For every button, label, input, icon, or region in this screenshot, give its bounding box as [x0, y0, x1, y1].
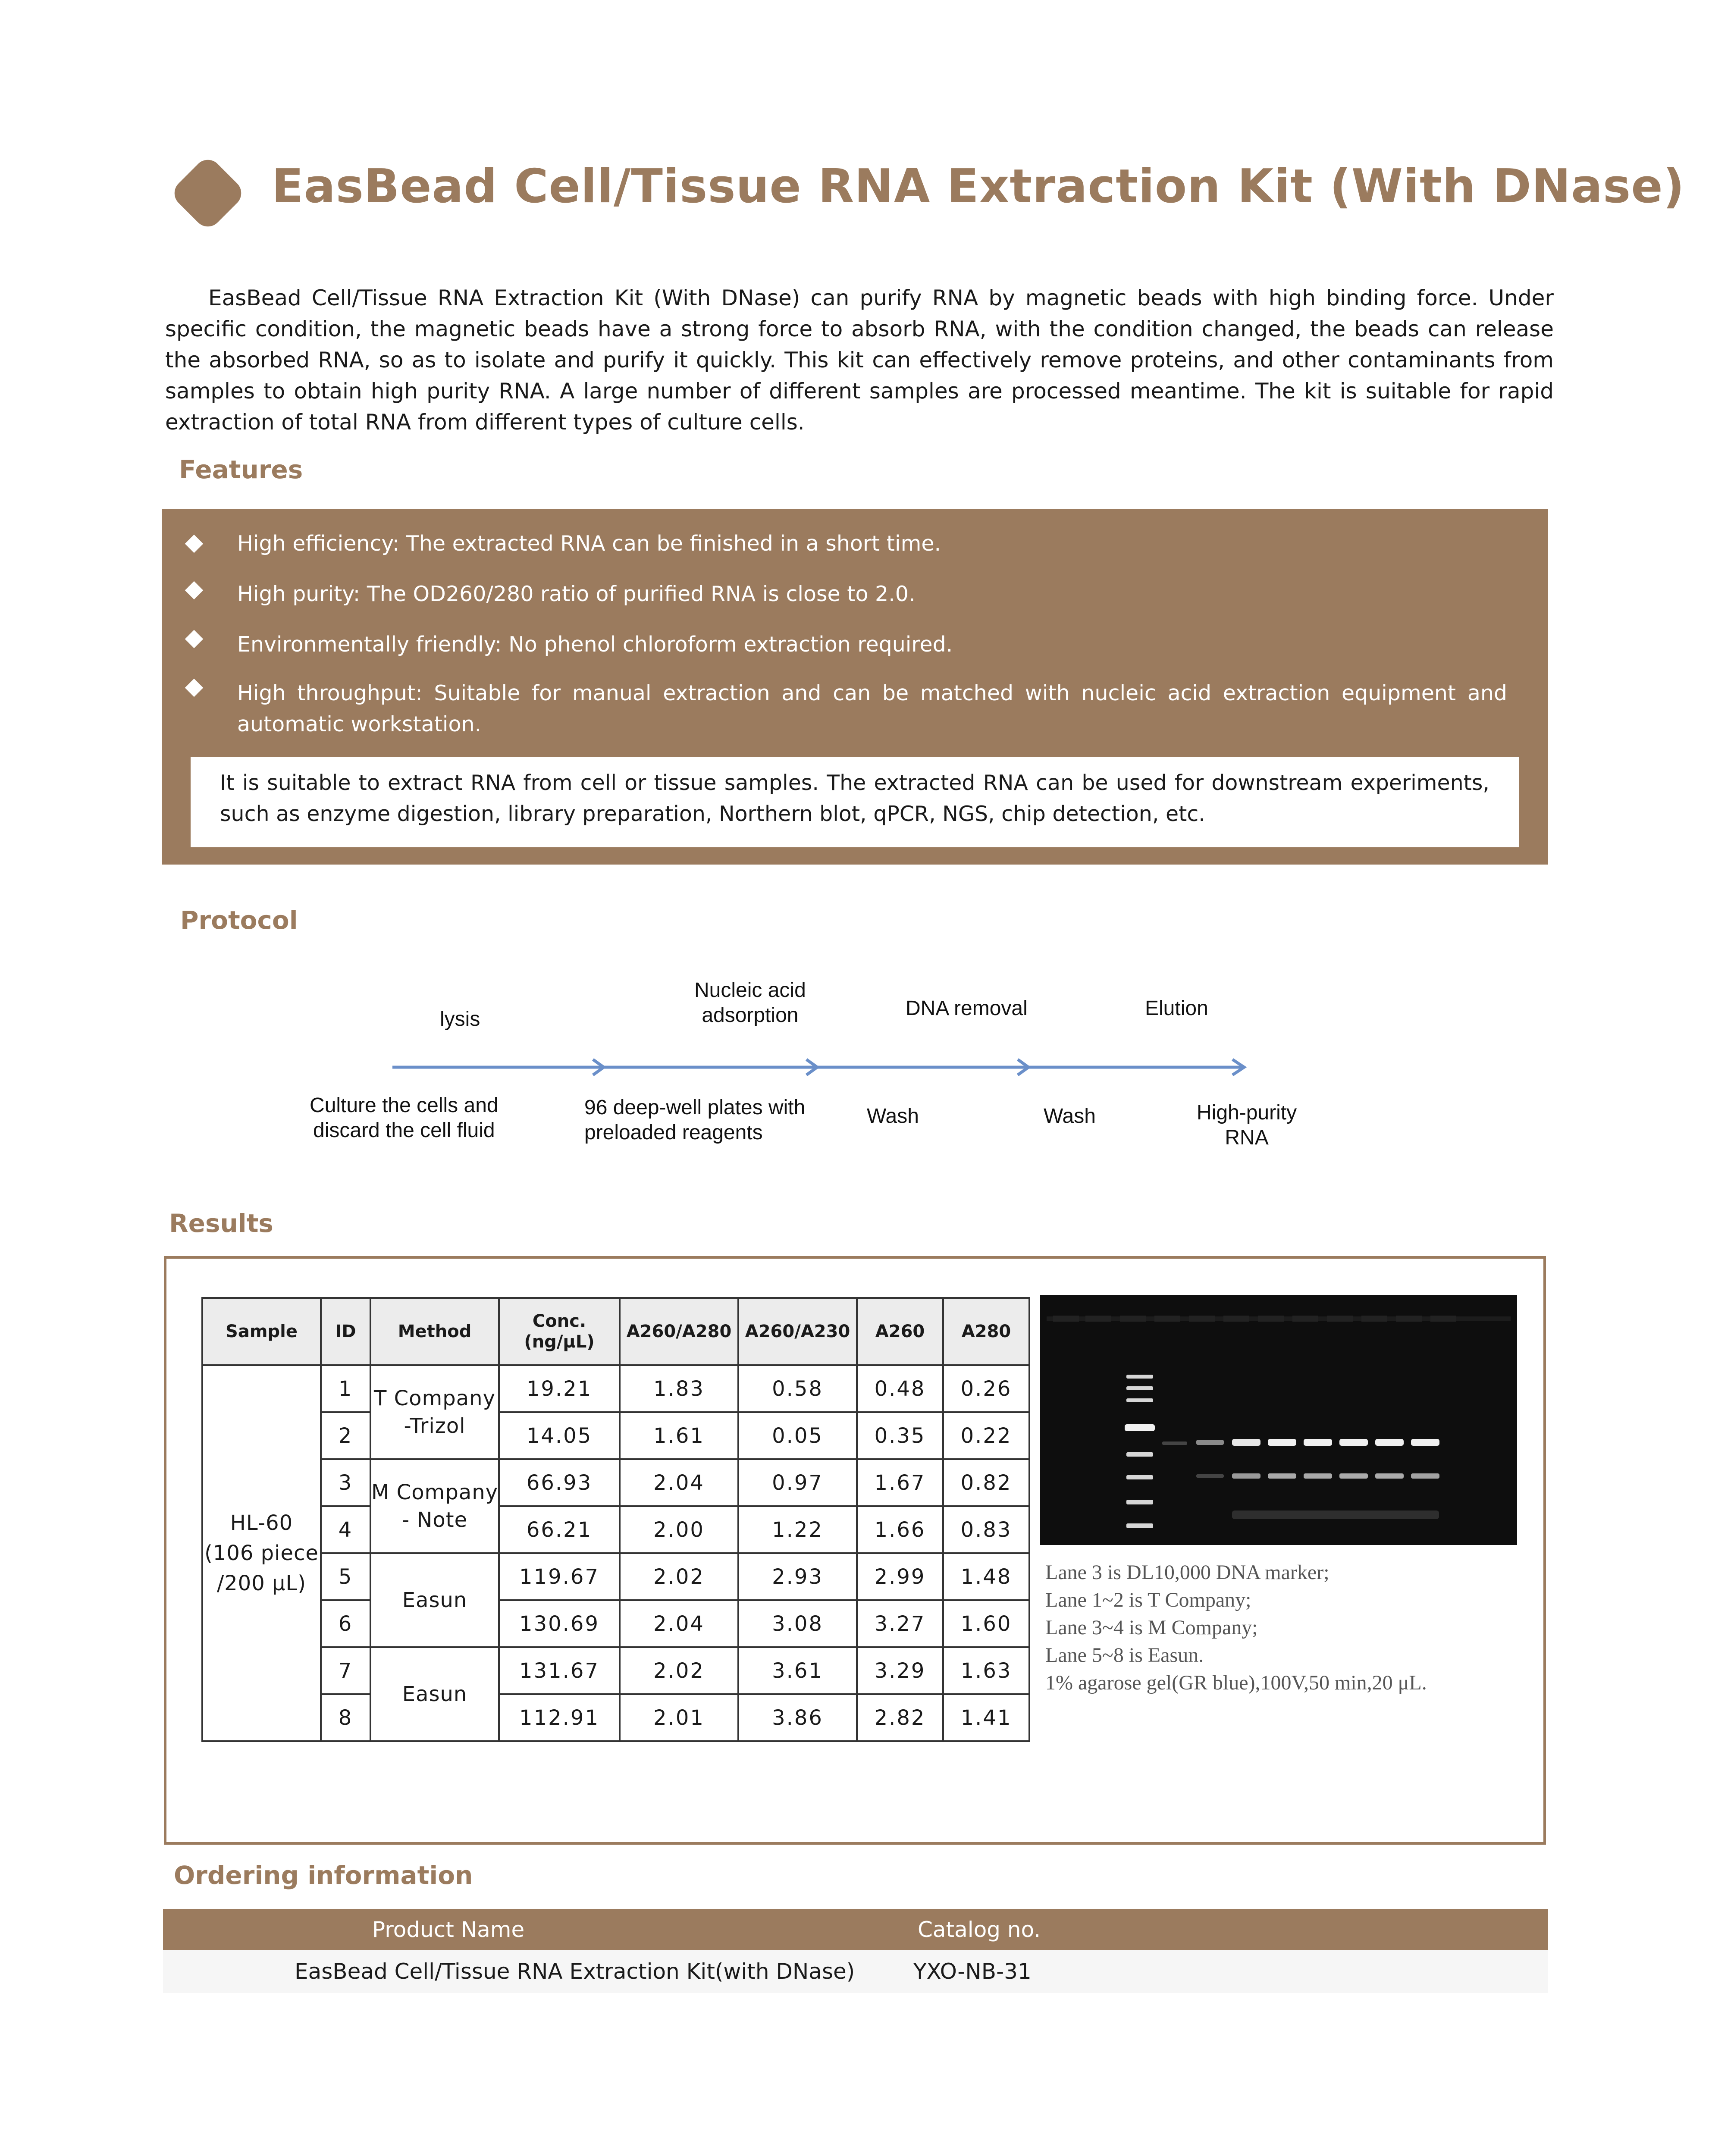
method-cell: M Company - Note [370, 1459, 499, 1553]
table-row [202, 1459, 1029, 1506]
id-cell: 1 [321, 1365, 370, 1412]
feature-text: Environmentally friendly: No phenol chloroform extraction required. [237, 632, 953, 657]
a260-cell: 0.35 [857, 1412, 943, 1459]
id-cell: 7 [321, 1647, 370, 1694]
a260-a280-cell: 1.61 [620, 1412, 738, 1459]
a260-a280-cell: 2.01 [620, 1694, 738, 1741]
conc-cell: 130.69 [499, 1600, 620, 1647]
protocol-step-top: lysis [440, 1008, 480, 1031]
a280-cell: 0.22 [943, 1412, 1029, 1459]
a260-a280-cell: 2.04 [620, 1459, 738, 1506]
conc-cell: 119.67 [499, 1553, 620, 1600]
a260-a280-cell: 2.04 [620, 1600, 738, 1647]
protocol-step-bottom: Culture the cells and discard the cell fluid [310, 1094, 499, 1142]
col-header-catalog-no: Catalog no. [918, 1917, 1041, 1942]
table-header-row [202, 1298, 1029, 1365]
gel-bands [1040, 1295, 1517, 1545]
col-header-product-name: Product Name [372, 1917, 525, 1942]
protocol-step-bottom: Wash [867, 1105, 919, 1128]
col-header-a260: A260 [857, 1298, 943, 1365]
a260-a230-cell: 3.86 [738, 1694, 857, 1741]
protocol-step-top: Nucleic acid adsorption [694, 979, 806, 1027]
intro-paragraph: EasBead Cell/Tissue RNA Extraction Kit (With DNase) can purify RNA by magnetic beads with high binding force. Under specific condition, the magnetic beads have a strong force to absorb RNA, with the condition changed, the beads can release the absorbed RNA, so as to isolate and purify it quickly. This kit can effectively remove proteins, and other contaminants from samples to obtain high purity RNA. A large number of different samples are processed meantime. The kit is suitable for rapid extraction of total RNA from different types of culture cells. [165, 285, 1554, 435]
a280-cell: 0.82 [943, 1459, 1029, 1506]
col-header-a280: A280 [943, 1298, 1029, 1365]
caption-line: Lane 1~2 is T Company; [1045, 1589, 1251, 1611]
table-row [202, 1600, 1029, 1647]
a260-a230-cell: 2.93 [738, 1553, 857, 1600]
protocol-step-bottom: High-purity RNA [1197, 1101, 1297, 1149]
conc-cell: 19.21 [499, 1365, 620, 1412]
protocol-step-bottom: 96 deep-well plates with preloaded reagents [584, 1096, 806, 1144]
id-cell: 3 [321, 1459, 370, 1506]
conc-cell: 66.93 [499, 1459, 620, 1506]
method-cell: Easun [370, 1553, 499, 1647]
col-header-sample: Sample [202, 1298, 321, 1365]
a260-cell: 1.66 [857, 1506, 943, 1553]
id-cell: 2 [321, 1412, 370, 1459]
conc-cell: 131.67 [499, 1647, 620, 1694]
gel-electrophoresis-image [1040, 1295, 1517, 1545]
a260-cell: 1.67 [857, 1459, 943, 1506]
a260-cell: 0.48 [857, 1365, 943, 1412]
a260-a230-cell: 0.05 [738, 1412, 857, 1459]
a260-a230-cell: 0.58 [738, 1365, 857, 1412]
id-cell: 4 [321, 1506, 370, 1553]
table-row [202, 1553, 1029, 1600]
col-header-id: ID [321, 1298, 370, 1365]
feature-text: High purity: The OD260/280 ratio of purified RNA is close to 2.0. [237, 582, 916, 606]
ordering-heading: Ordering information [174, 1861, 473, 1890]
caption-line: Lane 3 is DL10,000 DNA marker; [1045, 1561, 1329, 1584]
a280-cell: 0.26 [943, 1365, 1029, 1412]
protocol-step-bottom: Wash [1044, 1105, 1096, 1128]
caption-line: Lane 5~8 is Easun. [1045, 1644, 1204, 1667]
features-note: It is suitable to extract RNA from cell or tissue samples. The extracted RNA can be used for downstream experiments, such as enzyme digestion, library preparation, Northern blot, qPCR, NGS, chip detection, etc. [191, 757, 1519, 847]
ordering-row [163, 1950, 1548, 1993]
id-cell: 6 [321, 1600, 370, 1647]
a260-a280-cell: 2.02 [620, 1647, 738, 1694]
caption-line: 1% agarose gel(GR blue),100V,50 min,20 μL. [1045, 1671, 1427, 1694]
col-header-a260-a230: A260/A230 [738, 1298, 857, 1365]
gel-caption [1045, 1559, 1427, 1697]
product-name-cell: EasBead Cell/Tissue RNA Extraction Kit(with DNase) [295, 1959, 855, 1984]
features-heading: Features [179, 455, 303, 484]
a260-cell: 2.82 [857, 1694, 943, 1741]
col-header-a260-a280: A260/A280 [620, 1298, 738, 1365]
a280-cell: 1.48 [943, 1553, 1029, 1600]
feature-text: High efficiency: The extracted RNA can be finished in a short time. [237, 531, 941, 556]
col-header-method: Method [370, 1298, 499, 1365]
id-cell: 5 [321, 1553, 370, 1600]
feature-text: High throughput: Suitable for manual extraction and can be matched with nucleic acid extraction equipment and automatic workstation. [237, 681, 1507, 736]
table-row [202, 1365, 1029, 1412]
protocol-step-top: Elution [1145, 997, 1208, 1020]
conc-cell: 112.91 [499, 1694, 620, 1741]
table-row [202, 1506, 1029, 1553]
a280-cell: 1.63 [943, 1647, 1029, 1694]
a260-cell: 3.27 [857, 1600, 943, 1647]
results-table [201, 1297, 1030, 1742]
table-row [202, 1694, 1029, 1741]
a260-a280-cell: 2.02 [620, 1553, 738, 1600]
ordering-header-row [163, 1909, 1548, 1950]
sample-cell: HL-60 (106 piece /200 μL) [202, 1365, 321, 1741]
a280-cell: 0.83 [943, 1506, 1029, 1553]
col-header-conc: Conc. (ng/μL) [499, 1298, 620, 1365]
a260-cell: 3.29 [857, 1647, 943, 1694]
table-row [202, 1412, 1029, 1459]
a260-a280-cell: 1.83 [620, 1365, 738, 1412]
a260-a230-cell: 3.08 [738, 1600, 857, 1647]
results-heading: Results [169, 1209, 273, 1238]
a260-a230-cell: 3.61 [738, 1647, 857, 1694]
a280-cell: 1.60 [943, 1600, 1029, 1647]
id-cell: 8 [321, 1694, 370, 1741]
method-cell: T Company -Trizol [370, 1365, 499, 1459]
a260-a230-cell: 1.22 [738, 1506, 857, 1553]
a280-cell: 1.41 [943, 1694, 1029, 1741]
method-cell: Easun [370, 1647, 499, 1741]
caption-line: Lane 3~4 is M Company; [1045, 1616, 1258, 1639]
conc-cell: 66.21 [499, 1506, 620, 1553]
table-row [202, 1647, 1029, 1694]
a260-cell: 2.99 [857, 1553, 943, 1600]
a260-a230-cell: 0.97 [738, 1459, 857, 1506]
a260-a280-cell: 2.00 [620, 1506, 738, 1553]
protocol-step-top: DNA removal [906, 997, 1028, 1020]
catalog-no-cell: YXO-NB-31 [913, 1959, 1032, 1984]
conc-cell: 14.05 [499, 1412, 620, 1459]
protocol-heading: Protocol [180, 906, 298, 935]
protocol-timeline [392, 1059, 1244, 1075]
title-text: EasBead Cell/Tissue RNA Extraction Kit (With DNase) [272, 160, 1685, 213]
